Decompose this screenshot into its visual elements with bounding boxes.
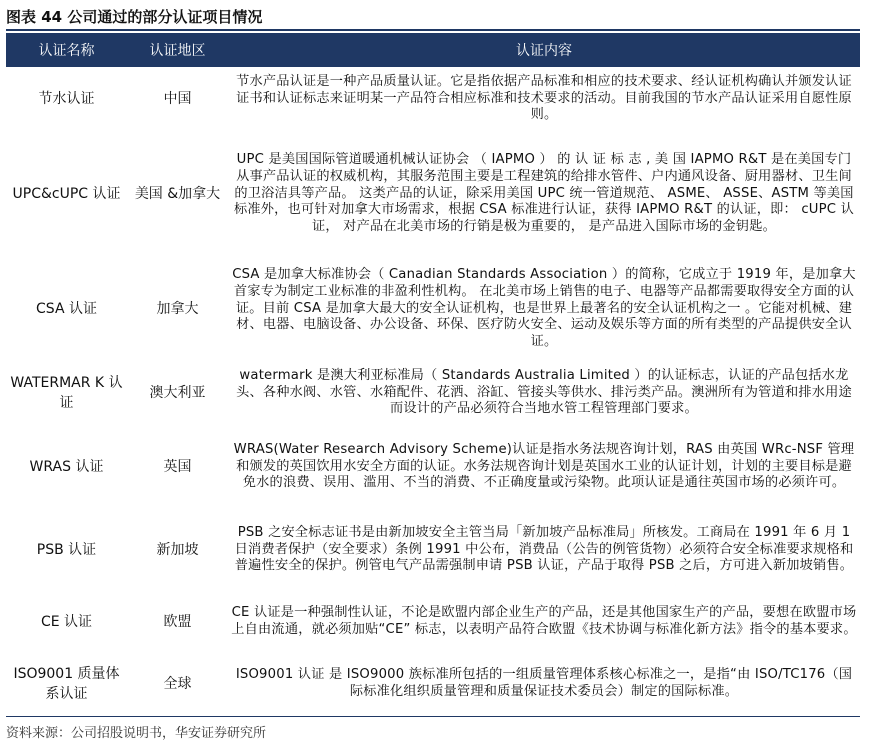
cert-region: 澳大利亚 (149, 385, 206, 401)
table-row (6, 425, 860, 509)
cert-region: 全球 (163, 676, 192, 692)
cert-content: PSB 之安全标志证书是由新加坡安全主管当局「新加坡产品标准局」所核发。工商局在 1991 年 6 月 1 日消费者保护（安全要求）条例 1991 中公布，消费品（公告的例管货物）必须符合安全标准要求规格和普遍性安全的保护。例管电气产品需强制申请 PSB 认证，产品于取得 PSB 之后，方可进入新加坡销售。 (234, 524, 854, 574)
cert-content: CSA 是加拿大标准协会（ Canadian Standards Association ）的简称，它成立于 1919 年，是加拿大首家专为制定工业标准的非盈利性机构。 在北美市场上销售的电子、电器等产品都需要取得安全方面的认证。目前 CSA 是加拿大最大的安全认证机构，也是世界上最著名的安全认证机构之一 。它能对机械、建材、电器、电脑设备、办公设备、环保、医疗防火安全、运动及娱乐等方面的所有类型的产品提供安全认证。 (232, 267, 856, 350)
table-row (6, 67, 860, 131)
cert-content: UPC 是美国国际管道暖通机械认证协会 （ IAPMO ） 的 认 证 标 志 , 美 国 IAPMO R&T 是在美国专门从事产品认证的权威机构，其服务范围主要是工程建筑的给排水管件、户内通风设备、厨用器材、卫生间的卫浴洁具等产品。 这类产品的认证，除采用美国 UPC 统一管道规范、 ASME、 ASSE、ASTM 等美国标准外，也可针对加拿大市场需求，根据 CSA 标准进行认证，获得 IAPMO R&T 的认证，即： cUPC 认证， 对产品在北美市场的行销是极为重要的， 是产品进入国际市场的金钥匙。 (234, 152, 854, 235)
table-header-row (6, 33, 860, 67)
header-cert-name: 认证名称 (6, 33, 127, 67)
header-cert-content: 认证内容 (228, 33, 860, 67)
cert-name: ISO9001 质量体系认证 (13, 666, 120, 702)
cert-region: 欧盟 (163, 614, 192, 630)
cert-content: ISO9001 认证 是 ISO9000 族标准所包括的一组质量管理体系核心标准之一，是指“由 ISO/TC176（国际标准化组织质量管理和质量保证技术委员会）制定的国际标准。 (235, 667, 853, 699)
table-row (6, 591, 860, 653)
cert-name: WRAS 认证 (29, 459, 104, 475)
header-cert-region: 认证地区 (127, 33, 228, 67)
cert-content: CE 认证是一种强制性认证，不论是欧盟内部企业生产的产品，还是其他国家生产的产品，要想在欧盟市场上自由流通，就必须加贴“CE” 标志，以表明产品符合欧盟《技术协调与标准化新方法》指令的基本要求。 (231, 605, 857, 637)
table-row (6, 257, 860, 361)
cert-region: 中国 (163, 91, 192, 107)
cert-region: 英国 (163, 459, 192, 475)
cert-name: 节水认证 (38, 91, 95, 107)
cert-content: WRAS(Water Research Advisory Scheme)认证是指水务法规咨询计划，RAS 由英国 WRc-NSF 管理和颁发的英国饮用水安全方面的认证。水务法规咨询计划是英国水工业的认证计划，计划的主要目标是避免水的浪费、误用、滥用、不当的消费、不正确度量或污染物。此项认证是通往英国市场的必须许可。 (233, 441, 855, 491)
cert-name: WATERMAR K 认证 (10, 375, 123, 411)
top-rule (6, 29, 860, 31)
cert-name: PSB 认证 (36, 542, 97, 558)
cert-content: watermark 是澳大利亚标准局（ Standards Australia Limited ）的认证标志，认证的产品包括水龙头、各种水阀、水管、水箱配件、花洒、浴缸、管接头等供水、排污类产品。澳洲所有为管道和排水用途而设计的产品必须符合当地水管工程管理部门要求。 (236, 367, 852, 417)
table-row (6, 653, 860, 715)
cert-name: CSA 认证 (36, 301, 97, 317)
figure-title: 图表 44 公司通过的部分认证项目情况 (6, 8, 263, 26)
cert-name: UPC&cUPC 认证 (12, 186, 121, 202)
cert-region: 加拿大 (156, 301, 199, 317)
table-row (6, 361, 860, 425)
cert-region: 新加坡 (156, 542, 199, 558)
certification-table (6, 33, 860, 715)
table-row (6, 509, 860, 591)
cert-region: 美国 &加拿大 (134, 186, 221, 202)
cert-name: CE 认证 (40, 614, 93, 630)
cert-content: 节水产品认证是一种产品质量认证。它是指依据产品标准和相应的技术要求、经认证机构确认并颁发认证证书和认证标志来证明某一产品符合相应标准和技术要求的活动。目前我国的节水产品认证采用自愿性原则。 (236, 73, 852, 123)
source-note: 资料来源：公司招股说明书，华安证券研究所 (6, 726, 267, 741)
bottom-rule (6, 716, 860, 717)
table-row (6, 131, 860, 257)
